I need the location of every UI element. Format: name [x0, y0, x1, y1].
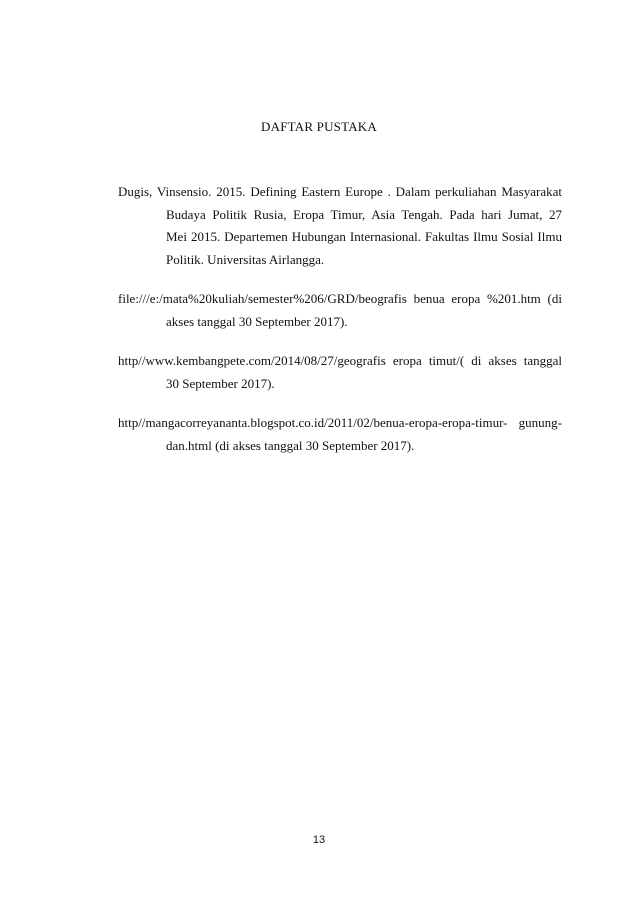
reference-entry — [118, 288, 562, 333]
reference-line: Dugis, Vinsensio. 2015. Defining Eastern Europe . Dalam perkuliahan Masyarakat — [118, 184, 562, 199]
reference-line: file:///e:/mata%20kuliah/semester%206/GRD/beografis benua eropa %201.htm (di — [118, 291, 562, 306]
reference-line: 30 September 2017). — [166, 375, 275, 391]
reference-line: akses tanggal 30 September 2017). — [166, 313, 348, 329]
page-title: DAFTAR PUSTAKA — [261, 119, 377, 134]
reference-line: http//www.kembangpete.com/2014/08/27/geografis eropa timut/( di akses tanggal — [118, 353, 562, 368]
reference-entry — [118, 412, 562, 457]
reference-line: Politik. Universitas Airlangga. — [166, 251, 325, 267]
reference-line: Mei 2015. Departemen Hubungan Internasional. Fakultas Ilmu Sosial Ilmu — [166, 229, 562, 244]
reference-entry — [118, 181, 562, 271]
reference-list — [118, 181, 562, 474]
page-number: 13 — [312, 834, 326, 846]
reference-line: Budaya Politik Rusia, Eropa Timur, Asia Tengah. Pada hari Jumat, 27 — [166, 206, 562, 222]
reference-line: dan.html (di akses tanggal 30 September 2017). — [166, 437, 415, 453]
reference-entry — [118, 350, 562, 395]
reference-line: http//mangacorreyananta.blogspot.co.id/2011/02/benua-eropa-eropa-timur- gunung- — [118, 415, 562, 430]
